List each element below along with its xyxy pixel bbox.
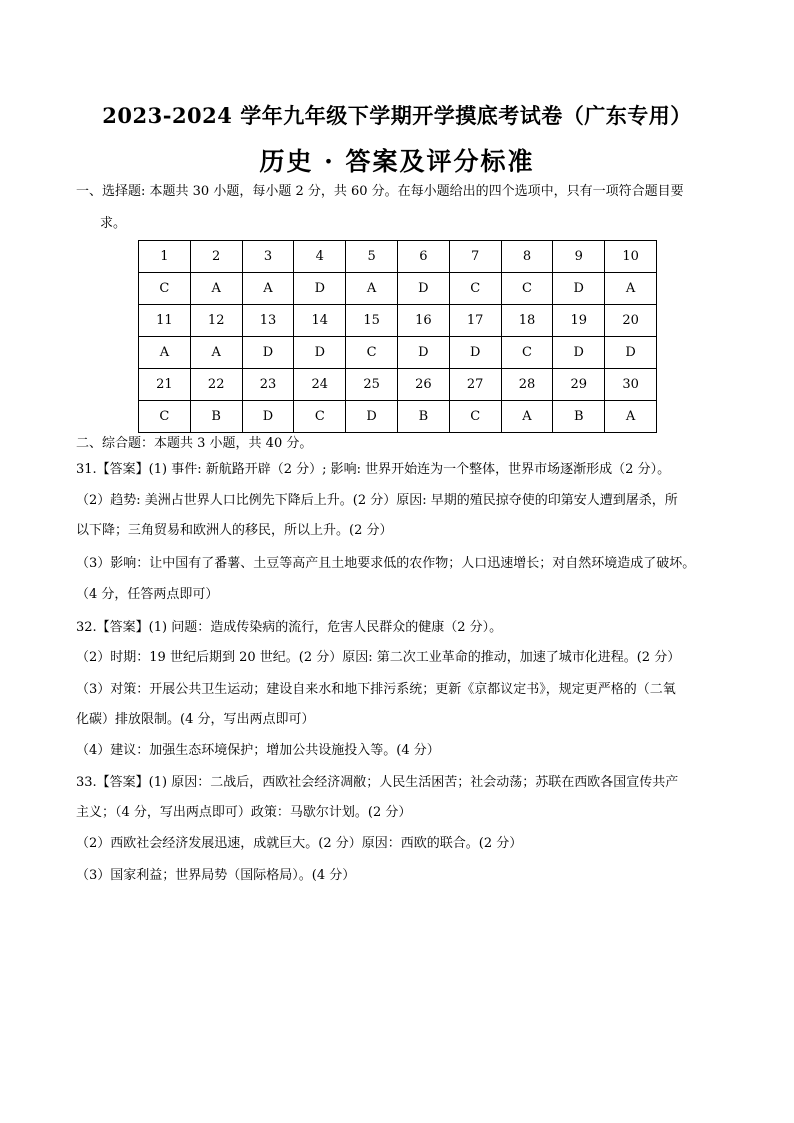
answer-cell: C — [501, 337, 553, 369]
question-number-cell: 9 — [553, 241, 605, 273]
answer-cell: D — [397, 273, 449, 305]
answer-cell: A — [242, 273, 294, 305]
answer-cell: C — [501, 273, 553, 305]
answer-cell: D — [449, 337, 501, 369]
answer-line: （3）国家利益；世界局势（国际格局）。(4 分） — [76, 868, 356, 883]
question-number-cell: 14 — [294, 305, 346, 337]
table-row-answers — [139, 273, 657, 305]
question-number-cell: 13 — [242, 305, 294, 337]
question-number-cell: 5 — [346, 241, 398, 273]
answer-cell: D — [397, 337, 449, 369]
question-number-cell: 1 — [139, 241, 191, 273]
answer-line: （2）趋势: 美洲占世界人口比例先下降后上升。(2 分）原因: 早期的殖民掠夺使的印第安人遭到屠杀，所 — [76, 493, 678, 508]
question-number-cell: 19 — [553, 305, 605, 337]
question-number-cell: 16 — [397, 305, 449, 337]
question-number-cell: 11 — [139, 305, 191, 337]
question-number-cell: 8 — [501, 241, 553, 273]
answer-cell: D — [294, 273, 346, 305]
question-number-cell: 28 — [501, 369, 553, 401]
section1-instructions-cont: 求。 — [100, 216, 127, 231]
question-number-cell: 22 — [190, 369, 242, 401]
answer-cell: D — [553, 337, 605, 369]
question-number-cell: 6 — [397, 241, 449, 273]
answer-line: （3）影响：让中国有了番薯、土豆等高产且土地要求低的农作物；人口迅速增长；对自然环境造成了破坏。 — [76, 556, 696, 571]
answer-cell: B — [397, 401, 449, 433]
table-row-answers — [139, 337, 657, 369]
table-row-question-numbers — [139, 369, 657, 401]
answer-cell: C — [346, 337, 398, 369]
answer-cell: A — [605, 273, 657, 305]
question-number-cell: 15 — [346, 305, 398, 337]
answer-table — [138, 240, 657, 433]
question-number-cell: 7 — [449, 241, 501, 273]
question-number-cell: 24 — [294, 369, 346, 401]
answer-cell: A — [139, 337, 191, 369]
answer-cell: A — [605, 401, 657, 433]
exam-title: 2023-2024 学年九年级下学期开学摸底考试卷（广东专用） — [102, 103, 692, 128]
question-number-cell: 3 — [242, 241, 294, 273]
question-number-cell: 30 — [605, 369, 657, 401]
answer-line: 31.【答案】(1) 事件: 新航路开辟（2 分）; 影响: 世界开始连为一个整体，世界市场逐渐形成（2 分）。 — [76, 462, 671, 477]
answer-line: （3）对策：开展公共卫生运动；建设自来水和地下排污系统；更新《京都议定书》，规定更严格的（二氧 — [76, 682, 676, 697]
answer-cell: D — [346, 401, 398, 433]
answer-line: （4 分，任答两点即可） — [76, 587, 219, 602]
answer-line: 化碳）排放限制。(4 分，写出两点即可） — [76, 712, 315, 727]
answer-cell: A — [190, 337, 242, 369]
question-number-cell: 10 — [605, 241, 657, 273]
answer-cell: A — [501, 401, 553, 433]
question-number-cell: 17 — [449, 305, 501, 337]
answer-line: （2）西欧社会经济发展迅速，成就巨大。(2 分）原因：西欧的联合。(2 分） — [76, 836, 523, 851]
table-row-question-numbers — [139, 305, 657, 337]
answer-cell: C — [294, 401, 346, 433]
question-number-cell: 23 — [242, 369, 294, 401]
question-number-cell: 20 — [605, 305, 657, 337]
answer-line: 主义；（4 分，写出两点即可）政策：马歇尔计划。(2 分） — [76, 805, 412, 820]
question-number-cell: 4 — [294, 241, 346, 273]
answer-cell: A — [190, 273, 242, 305]
answer-line: （2）时期：19 世纪后期到 20 世纪。(2 分）原因: 第二次工业革命的推动，加速了城市化进程。(2 分） — [76, 650, 681, 665]
question-number-cell: 26 — [397, 369, 449, 401]
answer-cell: C — [139, 273, 191, 305]
answer-cell: D — [294, 337, 346, 369]
answer-line: （4）建议：加强生态环境保护；增加公共设施投入等。(4 分） — [76, 743, 440, 758]
answer-cell: D — [242, 401, 294, 433]
question-number-cell: 27 — [449, 369, 501, 401]
question-number-cell: 12 — [190, 305, 242, 337]
section1-instructions: 一、选择题: 本题共 30 小题，每小题 2 分，共 60 分。在每小题给出的四个选项中，只有一项符合题目要 — [76, 184, 684, 199]
answer-cell: C — [449, 273, 501, 305]
answer-cell: D — [242, 337, 294, 369]
answer-cell: D — [553, 273, 605, 305]
question-number-cell: 21 — [139, 369, 191, 401]
section2-header: 二、综合题：本题共 3 小题，共 40 分。 — [76, 436, 313, 451]
question-number-cell: 18 — [501, 305, 553, 337]
question-number-cell: 25 — [346, 369, 398, 401]
answer-cell: C — [449, 401, 501, 433]
answer-line: 33.【答案】(1) 原因：二战后，西欧社会经济凋敝；人民生活困苦；社会动荡；苏联在西欧各国宣传共产 — [76, 775, 679, 790]
question-number-cell: 2 — [190, 241, 242, 273]
answer-cell: C — [139, 401, 191, 433]
table-row-question-numbers — [139, 241, 657, 273]
answer-cell: D — [605, 337, 657, 369]
table-row-answers — [139, 401, 657, 433]
answer-cell: A — [346, 273, 398, 305]
answer-cell: B — [553, 401, 605, 433]
answer-line: 以下降；三角贸易和欧洲人的移民，所以上升。(2 分） — [76, 523, 393, 538]
answer-cell: B — [190, 401, 242, 433]
question-number-cell: 29 — [553, 369, 605, 401]
answer-line: 32.【答案】(1) 问题：造成传染病的流行，危害人民群众的健康（2 分）。 — [76, 620, 503, 635]
answer-subtitle: 历史 · 答案及评分标准 — [259, 147, 535, 176]
